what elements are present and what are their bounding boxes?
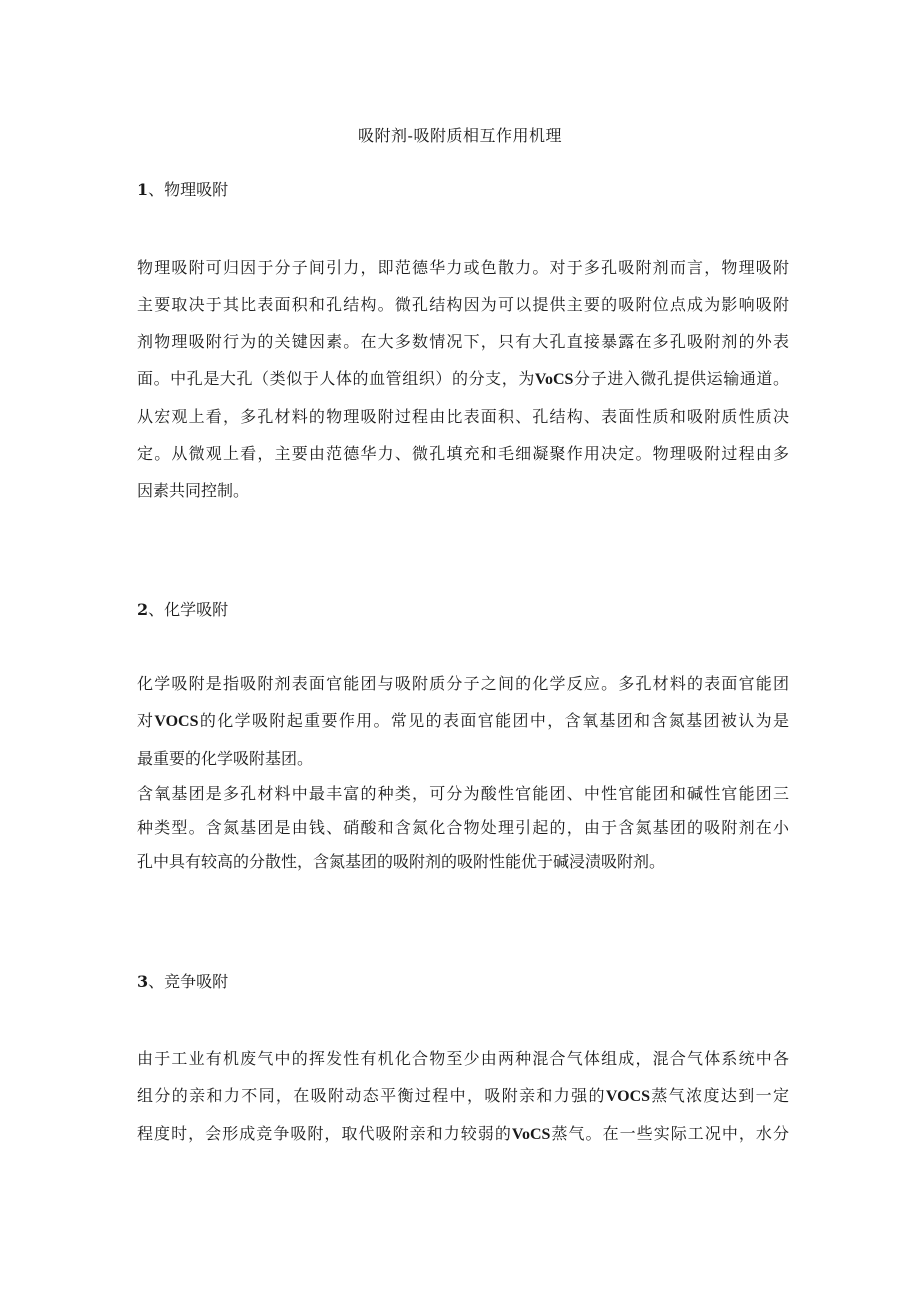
- section-1-heading: [137, 178, 228, 202]
- vocs-term: VoCS: [511, 1126, 551, 1143]
- paragraph-line: 从宏观上看，多孔材料的物理吸附过程由比表面积、孔结构、表面性质和吸附质性质决: [137, 407, 789, 426]
- paragraph-line: 化学吸附是指吸附剂表面官能团与吸附质分子之间的化学反应。多孔材料的表面官能团: [137, 674, 789, 693]
- paragraph-line: 剂物理吸附行为的关键因素。在大多数情况下，只有大孔直接暴露在多孔吸附剂的外表: [137, 332, 789, 351]
- paragraph-line: 含氧基团是多孔材料中最丰富的种类，可分为酸性官能团、中性官能团和碱性官能团三: [137, 784, 789, 803]
- paragraph-line: 由于工业有机废气中的挥发性有机化合物至少由两种混合气体组成，混合气体系统中各: [137, 1049, 789, 1068]
- paragraph-line: 主要取决于其比表面积和孔结构。微孔结构因为可以提供主要的吸附位点成为影响吸附: [137, 295, 789, 314]
- paragraph-line: [137, 702, 789, 740]
- line-segment: 蒸气浓度达到一定: [650, 1086, 789, 1105]
- line-segment: 面。中孔是大孔（类似于人体的血管组织）的分支，为: [137, 369, 535, 388]
- section-2-label: 、化学吸附: [148, 600, 229, 619]
- line-segment: 组分的亲和力不同，在吸附动态平衡过程中，吸附亲和力强的: [137, 1086, 606, 1105]
- section-3-label: 、竞争吸附: [148, 972, 229, 991]
- line-segment: 蒸气。在一些实际工况中，水分: [550, 1124, 789, 1143]
- line-segment: 的化学吸附起重要作用。常见的表面官能团中，含氧基团和含氮基团被认为是: [198, 711, 789, 730]
- section-1-paragraph: [137, 249, 789, 509]
- vocs-term: VoCS: [534, 371, 574, 388]
- paragraph-line: 最重要的化学吸附基团。: [137, 749, 314, 768]
- paragraph-line: [137, 1115, 789, 1153]
- paragraph-line: 物理吸附可归因于分子间引力，即范德华力或色散力。对于多孔吸附剂而言，物理吸附: [137, 258, 789, 277]
- section-3-paragraph: [137, 1040, 789, 1153]
- vocs-term: VOCS: [605, 1088, 651, 1105]
- section-1-label: 、物理吸附: [148, 180, 229, 199]
- vocs-term: VOCS: [154, 713, 199, 730]
- line-segment: 分子进入微孔提供运输通道。: [573, 369, 789, 388]
- line-segment: 程度时，会形成竞争吸附，取代吸附亲和力较弱的: [137, 1124, 512, 1143]
- paragraph-line: 定。从微观上看，主要由范德华力、微孔填充和毛细凝聚作用决定。物理吸附过程由多: [137, 444, 789, 463]
- section-1-number: 1: [137, 180, 149, 199]
- section-3-heading: [137, 970, 228, 994]
- line-segment: 对: [137, 711, 155, 730]
- section-2-number: 2: [137, 600, 149, 619]
- paragraph-line: [137, 360, 789, 398]
- paragraph-line: 孔中具有较高的分散性，含氮基团的吸附剂的吸附性能优于碱浸渍吸附剂。: [137, 852, 666, 871]
- section-2-paragraph-1: [137, 665, 789, 777]
- paragraph-line: 种类型。含氮基团是由钱、硝酸和含氮化合物处理引起的，由于含氮基团的吸附剂在小: [137, 818, 789, 837]
- section-2-paragraph-2: [137, 777, 789, 879]
- paragraph-line: 因素共同控制。: [137, 481, 250, 500]
- paragraph-line: [137, 1077, 789, 1115]
- document-title: 吸附剂-吸附质相互作用机理: [358, 126, 562, 145]
- section-2-heading: [137, 598, 228, 622]
- section-3-number: 3: [137, 972, 149, 991]
